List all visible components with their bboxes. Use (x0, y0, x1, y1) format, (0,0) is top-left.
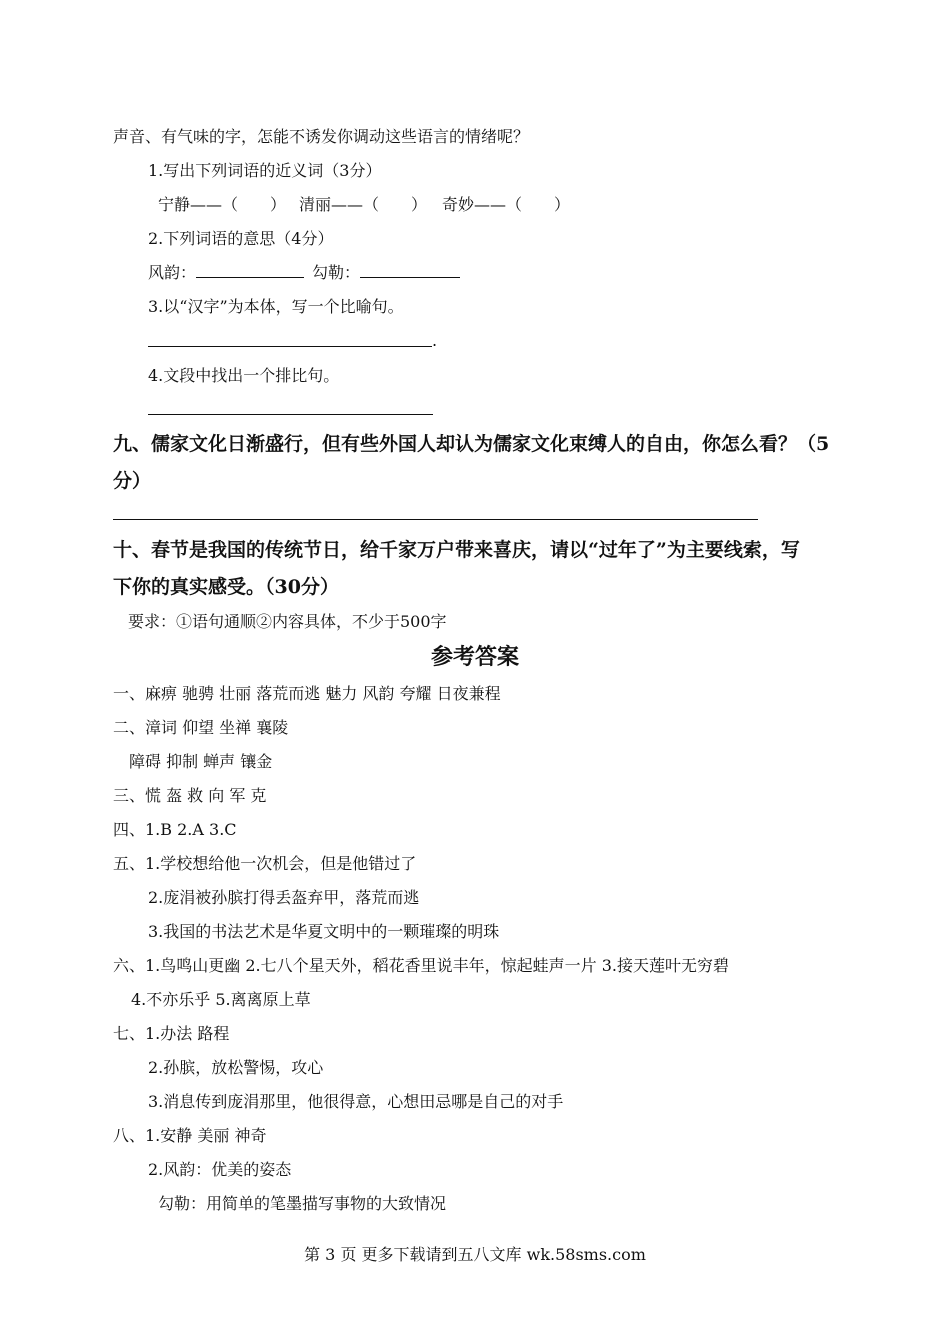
answer-line (148, 414, 433, 415)
question-2-prompt: 2.下列词语的意思（4分） (148, 229, 334, 248)
answer-line-text: 2.孙膑，放松警惕，攻心 (148, 1058, 324, 1077)
answer-line (148, 346, 432, 347)
word-label: 勾勒： (312, 263, 361, 282)
answer-line-text: 4.不亦乐乎 5.离离原上草 (131, 990, 311, 1009)
answer-line-text: 3.消息传到庞涓那里，他很得意，心想田忌哪是自己的对手 (148, 1092, 564, 1111)
question-1-item: 清丽——（ ） (299, 195, 428, 214)
answer-line-text: 二、漳词 仰望 坐禅 襄陵 (113, 718, 289, 737)
answer-line-text: 八、1.安静 美丽 神奇 (113, 1126, 267, 1145)
section-10-heading-cont: 下你的真实感受。（30分） (113, 576, 339, 598)
answer-blank (360, 263, 460, 278)
answer-line-text: 五、1.学校想给他一次机会，但是他错过了 (113, 854, 417, 873)
answer-line-text: 四、1.B 2.A 3.C (113, 820, 237, 839)
question-4-prompt: 4.文段中找出一个排比句。 (148, 366, 340, 385)
intro-line: 声音、有气味的字，怎能不诱发你调动这些语言的情绪呢？ (113, 127, 530, 146)
answer-line (113, 519, 758, 520)
answer-line-text: 2.庞涓被孙膑打得丢盔弃甲，落荒而逃 (148, 888, 420, 907)
answer-line-text: 勾勒：用简单的笔墨描写事物的大致情况 (158, 1194, 447, 1213)
question-1-item: 宁静——（ ） (158, 195, 287, 214)
answer-line-text: 三、慌 盔 救 向 军 克 (113, 786, 267, 805)
answers-title: 参考答案 (430, 644, 519, 670)
section-9-heading: 九、儒家文化日渐盛行，但有些外国人却认为儒家文化束缚人的自由，你怎么看？（5 (113, 433, 830, 455)
question-1-item: 奇妙——（ ） (442, 195, 571, 214)
question-3-prompt: 3.以“汉字”为本体，写一个比喻句。 (148, 297, 404, 316)
section-9-heading-cont: 分） (113, 470, 152, 492)
answer-line-text: 一、麻痹 驰骋 壮丽 落荒而逃 魅力 风韵 夸耀 日夜兼程 (113, 684, 501, 703)
question-2-answer-line (148, 263, 460, 283)
question-1-prompt: 1.写出下列词语的近义词（3分） (148, 161, 382, 180)
answer-line-text: 障碍 抑制 蝉声 镶金 (129, 752, 273, 771)
answer-line-text: 2.风韵：优美的姿态 (148, 1160, 292, 1179)
answer-blank (196, 263, 304, 278)
page-footer: 第 3 页 更多下载请到五八文库 wk.58sms.com (304, 1245, 646, 1264)
answer-line-period: . (432, 331, 438, 350)
answer-line-text: 六、1.鸟鸣山更幽 2.七八个星天外，稻花香里说丰年，惊起蛙声一片 3.接天莲叶无穷碧 (113, 956, 729, 975)
word-label: 风韵： (148, 263, 197, 282)
answer-line-text: 3.我国的书法艺术是华夏文明中的一颗璀璨的明珠 (148, 922, 500, 941)
section-10-requirement: 要求：①语句通顺②内容具体，不少于500字 (128, 612, 447, 631)
answer-line-text: 七、1.办法 路程 (113, 1024, 230, 1043)
section-10-heading: 十、春节是我国的传统节日，给千家万户带来喜庆，请以“过年了”为主要线索，写 (113, 539, 800, 561)
